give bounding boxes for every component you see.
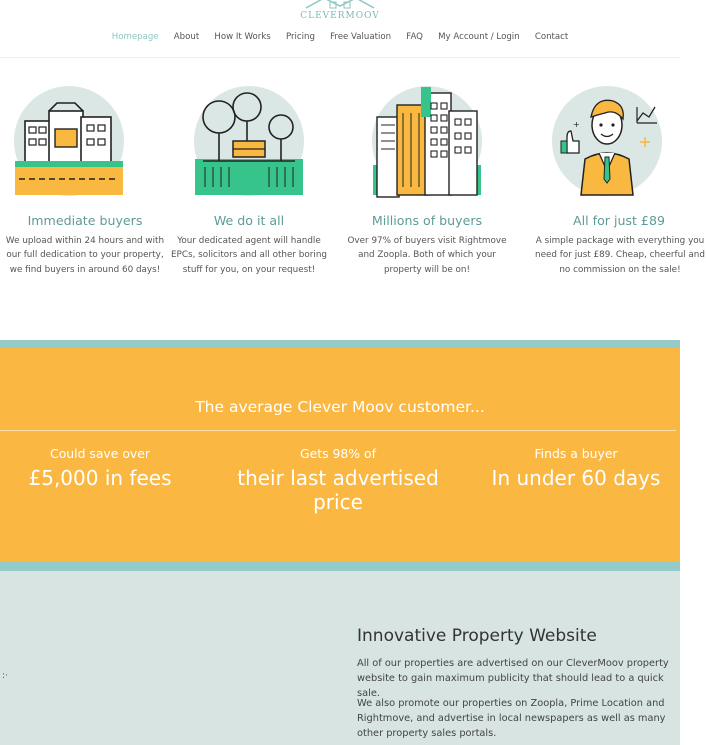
- stats-divider: [0, 430, 676, 431]
- feature-text: Over 97% of buyers visit Rightmove and Zoopla. Both of which your property will be on!: [347, 236, 507, 275]
- feature-text: Your dedicated agent will handle EPCs, solicitors and all other boring stuff for you, on your request!: [171, 236, 327, 275]
- decorative-dots: :·: [2, 671, 8, 681]
- main-nav: [0, 28, 680, 46]
- stat-price: [225, 446, 451, 514]
- nav-contact[interactable]: Contact: [534, 32, 569, 42]
- stat-value: their last advertised price: [237, 466, 439, 514]
- nav-how-it-works[interactable]: How It Works: [214, 32, 271, 42]
- feature-text: A simple package with everything you need for just £89. Cheap, cheerful and no commission on the sale!: [535, 236, 705, 275]
- band-divider-top: [0, 340, 680, 348]
- feature-text: We upload within 24 hours and with our full dedication to your property, we find buyers in around 60 days!: [5, 236, 165, 275]
- nav-about[interactable]: About: [173, 32, 200, 42]
- stat-caption: Gets 98% of: [300, 446, 376, 461]
- section-title: Innovative Property Website: [357, 626, 597, 646]
- nav-free-valuation[interactable]: Free Valuation: [330, 32, 392, 42]
- section-paragraph: We also promote our properties on Zoopla, Prime Location and Rightmove, and advertise in local newspapers as well as many other property sales portals.: [357, 698, 666, 739]
- stat-caption: Could save over: [50, 446, 150, 461]
- section-paragraph: All of our properties are advertised on our CleverMoov property website to gain maximum publicity that should lead to a quick sale.: [357, 658, 669, 699]
- logo-text: CLEVERMOOV: [300, 11, 380, 21]
- nav-homepage[interactable]: Homepage: [111, 32, 159, 42]
- stats-section: [0, 348, 680, 562]
- feature-title: Millions of buyers: [371, 213, 483, 228]
- svg-text:+: +: [573, 120, 580, 129]
- park-bench-icon: [194, 86, 304, 196]
- band-divider-bottom: [0, 562, 680, 571]
- feature-title: We do it all: [213, 213, 285, 228]
- property-website-section: [0, 571, 680, 745]
- features-section: [0, 58, 705, 340]
- stat-caption: Finds a buyer: [534, 446, 618, 461]
- stat-buyer-time: [463, 446, 689, 490]
- nav-pricing[interactable]: Pricing: [285, 32, 315, 42]
- stat-value: £5,000 in fees: [28, 466, 172, 490]
- site-header: [0, 0, 680, 58]
- stat-value: In under 60 days: [491, 466, 661, 490]
- site-logo[interactable]: [300, 0, 380, 24]
- feature-title: Immediate buyers: [27, 213, 143, 228]
- city-buildings-icon: [372, 86, 482, 196]
- stat-savings: [0, 446, 213, 490]
- nav-my-account[interactable]: My Account / Login: [438, 32, 520, 42]
- houses-icon: [14, 86, 124, 196]
- stats-title: The average Clever Moov customer...: [195, 398, 485, 416]
- businessman-thumbs-up-icon: [552, 86, 662, 196]
- roof-logo-icon: [300, 0, 380, 10]
- feature-title: All for just £89: [573, 213, 665, 228]
- nav-faq[interactable]: FAQ: [406, 32, 423, 42]
